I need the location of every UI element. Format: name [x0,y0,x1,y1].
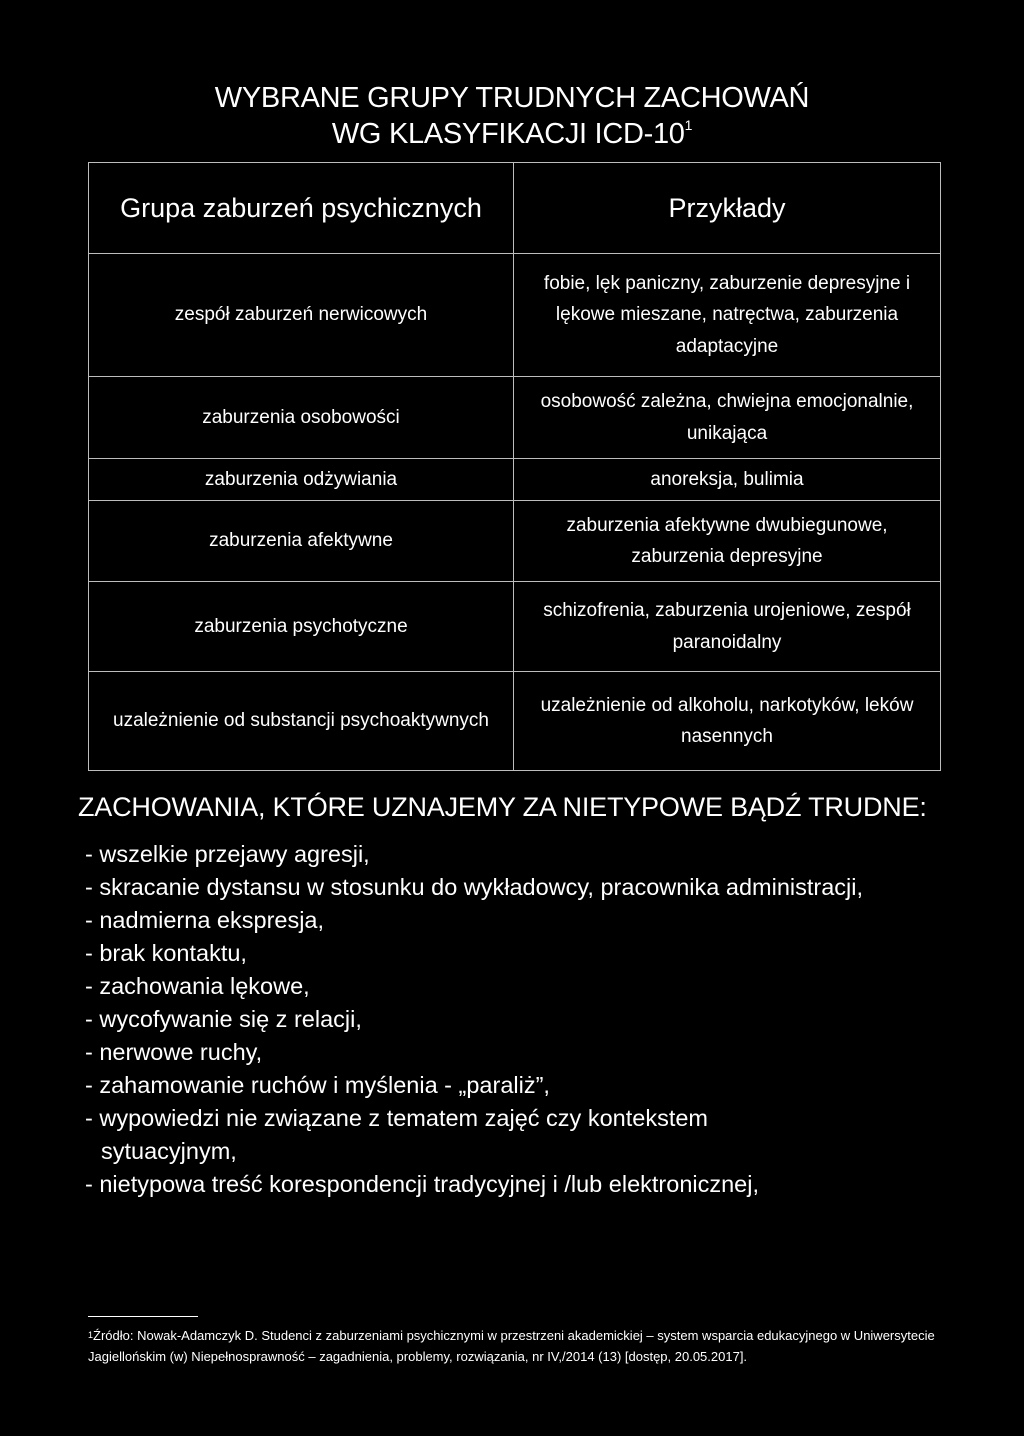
classification-table [88,162,941,771]
list-item: - nerwowe ruchy, [85,1039,263,1065]
examples-cell: uzależnienie od alkoholu, narkotyków, leków nasennych [514,672,941,771]
list-item [85,1102,965,1168]
table-row [89,254,941,377]
table-header-row [89,163,941,254]
group-cell: zaburzenia osobowości [89,377,514,459]
list-item-text: - wypowiedzi nie związane z tematem zajęć czy kontekstem [85,1105,708,1131]
list-item: - zachowania lękowe, [85,973,310,999]
list-item: - wycofywanie się z relacji, [85,1006,362,1032]
list-item: - wszelkie przejawy agresji, [85,841,370,867]
list-item: - nadmierna ekspresja, [85,907,325,933]
group-cell: uzależnienie od substancji psychoaktywnych [89,672,514,771]
table-row [89,582,941,672]
behaviors-list [85,838,965,1201]
group-cell: zaburzenia afektywne [89,501,514,582]
examples-cell: zaburzenia afektywne dwubiegunowe, zaburzenia depresyjne [514,501,941,582]
examples-cell: fobie, lęk paniczny, zaburzenie depresyjne i lękowe mieszane, natręctwa, zaburzenia adaptacyjne [514,254,941,377]
header-examples: Przykłady [514,163,941,254]
table-row [89,501,941,582]
footnote-mark: 1 [88,1330,94,1340]
list-item: - brak kontaktu, [85,940,247,966]
table-row [89,672,941,771]
group-cell: zaburzenia odżywiania [89,459,514,501]
group-cell: zaburzenia psychotyczne [89,582,514,672]
page-title-line-2-text: WG KLASYFIKACJI ICD-10 [331,118,685,150]
list-item: - skracanie dystansu w stosunku do wykładowcy, pracownika administracji, [85,874,864,900]
table-row [89,459,941,501]
footnote [88,1325,968,1367]
group-cell: zespół zaburzeń nerwicowych [89,254,514,377]
footnote-reference: 1 [684,117,693,133]
table-row [89,377,941,459]
examples-cell: schizofrenia, zaburzenia urojeniowe, zespół paranoidalny [514,582,941,672]
header-group: Grupa zaburzeń psychicznych [89,163,514,254]
footnote-text: Źródło: Nowak-Adamczyk D. Studenci z zaburzeniami psychicznymi w przestrzeni akademickiej – system wsparcia edukacyjnego w Uniwersytecie Jagiellońskim (w) Niepełnosprawność – zagadnienia, problemy, rozwiązania, nr IV,/2014 (13) [dostęp, 20.05.2017]. [88,1328,935,1364]
footnote-divider [88,1316,198,1317]
list-item: - nietypowa treść korespondencji tradycyjnej i /lub elektronicznej, [85,1171,759,1197]
page-title-line-1: WYBRANE GRUPY TRUDNYCH ZACHOWAŃ [214,82,810,114]
examples-cell: osobowość zależna, chwiejna emocjonalnie, unikająca [514,377,941,459]
page-title-line-2 [0,117,1024,150]
list-item: - zahamowanie ruchów i myślenia - „paraliż”, [85,1072,550,1098]
list-item-continuation: sytuacyjnym, [101,1138,237,1164]
behaviors-heading: ZACHOWANIA, KTÓRE UZNAJEMY ZA NIETYPOWE BĄDŹ TRUDNE: [78,792,927,822]
examples-cell: anoreksja, bulimia [514,459,941,501]
